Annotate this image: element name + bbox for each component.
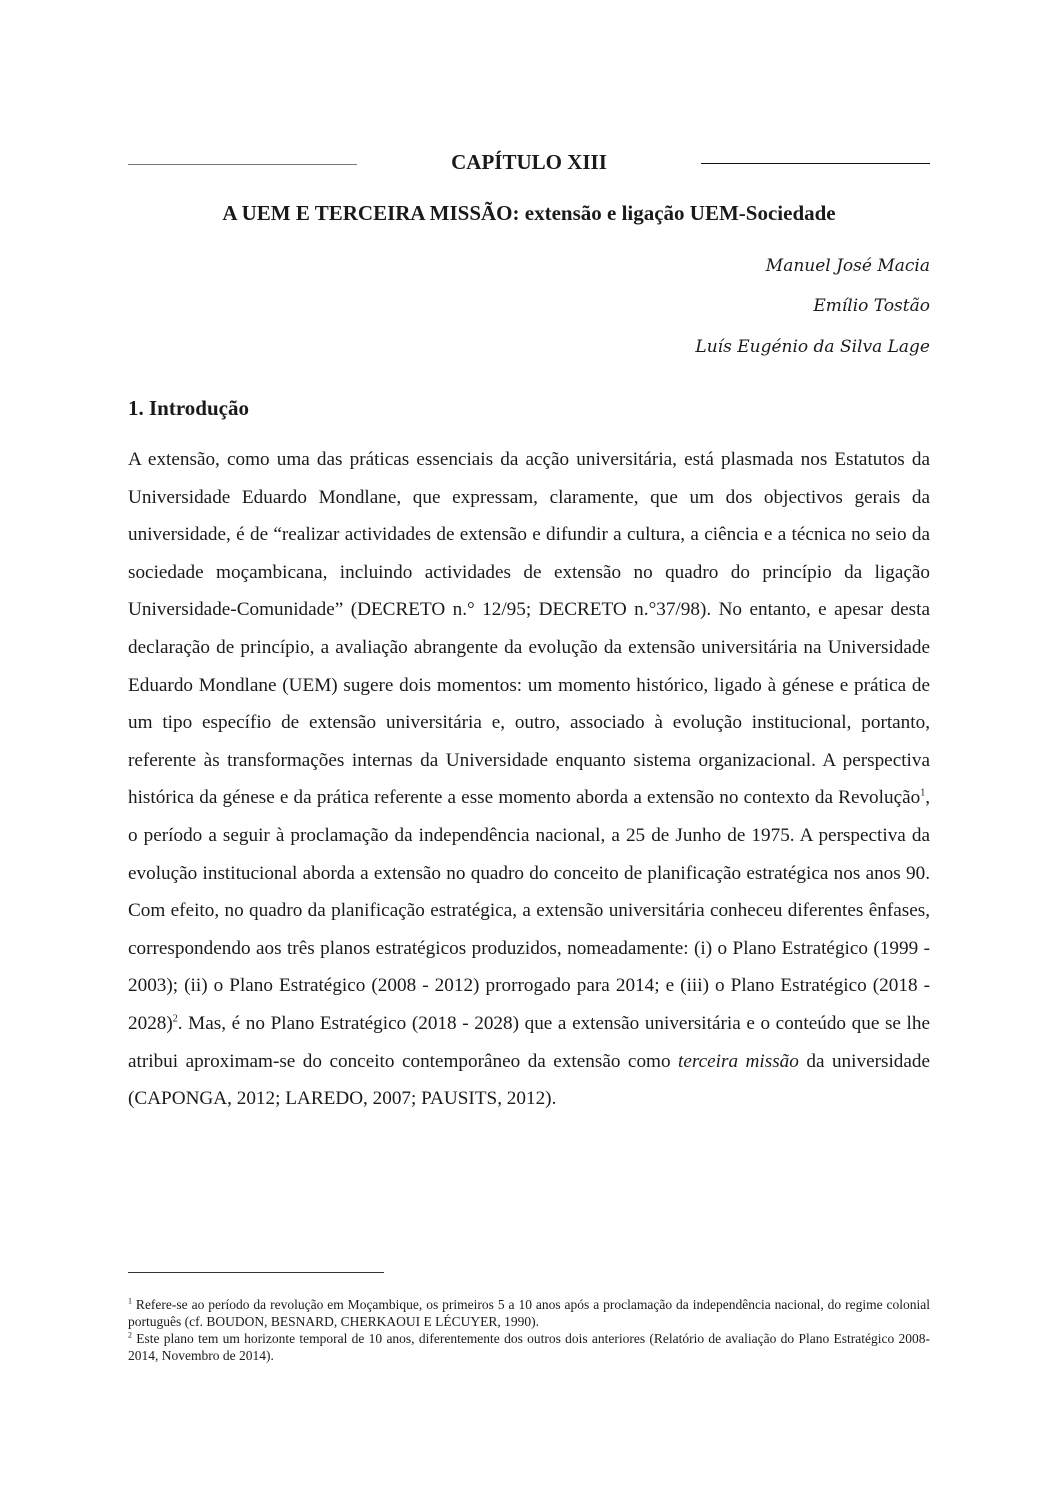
author-2: Emílio Tostão <box>813 296 930 316</box>
footnote-number: 1 <box>128 1296 132 1306</box>
chapter-label: CAPÍTULO XIII <box>451 150 607 174</box>
author-1: Manuel José Macia <box>765 256 930 276</box>
footnote-number: 2 <box>128 1330 132 1340</box>
footnote-1 <box>128 1296 930 1330</box>
paragraph-text: , o período a seguir à proclamação da independência nacional, a 25 de Junho de 1975. A perspectiva da evolução institucional aborda a extensão no quadro do conceito de planificação estratégica nos anos 90. Com efeito, no quadro da planificação estratégica, a extensão universitária conheceu diferentes ênfases, correspondendo aos três planos estratégicos produzidos, nomeadamente: (i) o Plano Estratégico (1999 - 2003); (ii) o Plano Estratégico (2008 - 2012) prorrogado para 2014; e (iii) o Plano Estratégico (2018 - 2028) <box>128 787 930 1034</box>
chapter-title: A UEM E TERCEIRA MISSÃO: extensão e ligação UEM-Sociedade <box>222 201 836 225</box>
emphasis-text: terceira missão <box>678 1050 799 1072</box>
paragraph-text: da universidade (CAPONGA, 2012; LAREDO, 2007; PAUSITS, 2012). <box>128 1050 930 1110</box>
section-heading: 1. Introdução <box>128 396 249 420</box>
footnote-text: Este plano tem um horizonte temporal de 10 anos, diferentemente dos outros dois anteriores (Relatório de avaliação do Plano Estratégico 2008-2014, Novembro de 2014). <box>128 1331 930 1363</box>
footnote-ref[interactable]: 2 <box>172 1013 178 1025</box>
footnotes <box>128 1296 930 1364</box>
footnote-text: Refere-se ao período da revolução em Moçambique, os primeiros 5 a 10 anos após a proclamação da independência nacional, do regime colonial português (cf. BOUDON, BESNARD, CHERKAOUI E LÉCUYER, 1990). <box>128 1297 930 1329</box>
paragraph-text: . Mas, é no Plano Estratégico (2018 - 2028) que a extensão universitária e o conteúdo que se lhe atribui aproximam-se do conceito contemporâneo da extensão como <box>128 1012 930 1072</box>
footnote-separator <box>128 1272 384 1273</box>
footnote-2 <box>128 1330 930 1364</box>
footnote-ref[interactable]: 1 <box>920 787 926 799</box>
author-3: Luís Eugénio da Silva Lage <box>695 337 930 357</box>
intro-paragraph <box>128 441 930 1118</box>
paragraph-text: A extensão, como uma das práticas essenciais da acção universitária, está plasmada nos Estatutos da Universidade Eduardo Mondlane, que expressam, claramente, que um dos objectivos gerais da universidade, é de “realizar actividades de extensão e difundir a cultura, a ciência e a técnica no seio da sociedade moçambicana, incluindo actividades de extensão no quadro do princípio da ligação Universidade-Comunidade” (DECRETO n.° 12/95; DECRETO n.°37/98). No entanto, e apesar desta declaração de princípio, a avaliação abrangente da evolução da extensão universitária na Universidade Eduardo Mondlane (UEM) sugere dois momentos: um momento histórico, ligado à génese e prática de um tipo específio de extensão universitária e, outro, associado à evolução institucional, portanto, referente às transformações internas da Universidade enquanto sistema organizacional. A perspectiva histórica da génese e da prática referente a esse momento aborda a extensão no contexto da Revolução <box>128 449 930 809</box>
